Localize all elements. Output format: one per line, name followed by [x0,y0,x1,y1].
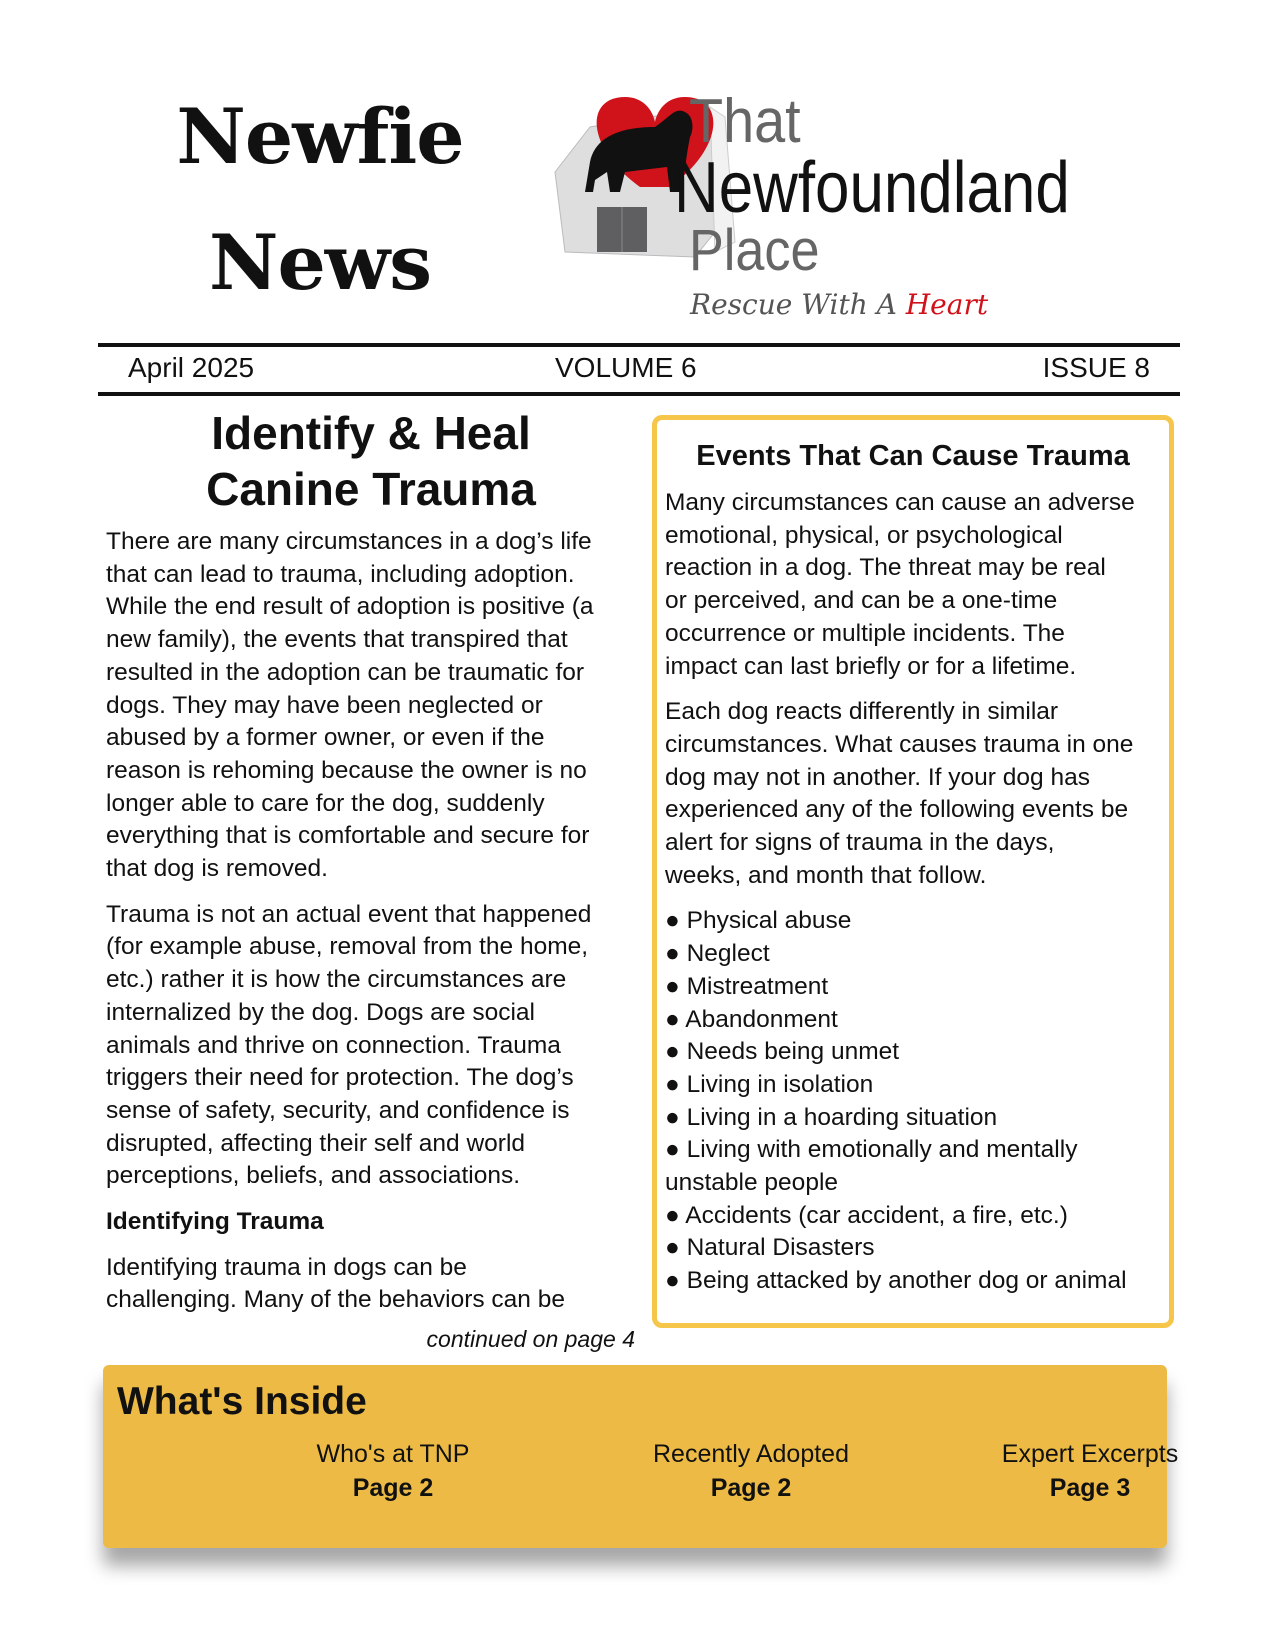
inside-item-label: Recently Adopted [653,1440,849,1468]
text-line: disrupted, affecting their self and world [106,1129,526,1157]
bullet-item [665,1036,1169,1069]
whats-inside-box [103,1365,1179,1548]
text-line: weeks, and month that follow. [665,861,987,889]
text-line: ● Natural Disasters [665,1234,875,1262]
text-line: ● Needs being unmet [665,1038,900,1066]
text-line: animals and thrive on connection. Trauma [106,1031,561,1059]
text-line: ● Being attacked by another dog or animal [665,1267,1127,1295]
text-line: ● Living with emotionally and mentally [665,1136,1078,1164]
sidebar-paragraph [665,487,1169,683]
bullet-item [665,905,1169,938]
article-body [106,526,636,1330]
inside-item-page: Page 2 [710,1474,792,1502]
sidebar-title: Events That Can Cause Trauma [696,440,1130,472]
text-line: etc.) rather it is how the circumstances are [106,966,567,994]
inside-item[interactable] [940,1437,1240,1505]
logo-tagline: Rescue With A [690,288,906,321]
text-line: occurrence or multiple incidents. The [665,619,1065,647]
that-newfoundland-place-logo [545,92,1175,327]
inside-item-label: Expert Excerpts [1001,1440,1179,1468]
text-line: ● Living in a hoarding situation [665,1103,998,1131]
text-line: perceptions, beliefs, and associations. [106,1162,521,1190]
text-line: that can lead to trauma, including adoption. [106,560,575,588]
text-line: that dog is removed. [106,855,328,883]
bottom-rule [98,392,1180,396]
text-line: Each dog reacts differently in similar [665,698,1059,726]
bullet-item [665,1200,1169,1233]
article-paragraph [106,899,636,1193]
text-line: reaction in a dog. The threat may be real [665,554,1106,582]
text-line: ● Mistreatment [665,972,829,1000]
text-line: dogs. They may have been neglected or [106,691,543,719]
text-line: internalized by the dog. Dogs are social [106,998,536,1026]
masthead-news: News [208,218,432,307]
bullet-item [665,938,1169,971]
text-line: challenging. Many of the behaviors can be [106,1286,565,1314]
text-line: While the end result of adoption is positive (a [106,593,594,621]
text-line: unstable people [665,1169,839,1197]
whats-inside-title: What's Inside [117,1380,367,1423]
svg-text:Rescue With A Heart [689,288,989,321]
inside-item[interactable] [243,1437,543,1505]
continued-note: continued on page 4 [426,1326,635,1352]
text-line: sense of safety, security, and confidence is [106,1096,570,1124]
text-line: ● Physical abuse [665,907,852,935]
bullet-item [665,1004,1169,1037]
text-line: Trauma is not an actual event that happened [106,900,592,928]
bullet-item [665,1134,1169,1199]
bullet-item [665,971,1169,1004]
bullet-item [665,1102,1169,1135]
inside-item-label: Who's at TNP [316,1440,470,1468]
text-line: abused by a former owner, or even if the [106,724,545,752]
top-rule [98,343,1180,347]
text-line: alert for signs of trauma in the days, [665,829,1055,857]
text-line: ● Living in isolation [665,1070,874,1098]
inside-item-page: Page 2 [352,1474,434,1502]
logo-tagline-heart: Heart [905,288,989,321]
article-title [106,405,636,517]
title-line: Canine Trauma [206,463,536,515]
text-line: or perceived, and can be a one-time [665,587,1058,615]
text-line: Identifying trauma in dogs can be [106,1253,467,1281]
logo-place: Place [689,217,820,283]
text-line: triggers their need for protection. The dog’s [106,1064,574,1092]
trauma-events-sidebar [652,415,1174,1328]
inside-item-page: Page 3 [1049,1474,1131,1502]
inside-item[interactable] [601,1437,901,1505]
text-line: longer able to care for the dog, suddenly [106,789,545,817]
text-line: new family), the events that transpired that [106,626,568,654]
text-line: emotional, physical, or psychological [665,521,1063,549]
volume-label: VOLUME 6 [555,352,697,383]
masthead-newfie: Newfie [176,92,464,181]
text-line: There are many circumstances in a dog’s life [106,528,592,555]
sidebar-paragraph [665,696,1169,892]
subheading-identifying-trauma: Identifying Trauma [106,1208,324,1236]
text-line: circumstances. What causes trauma in one [665,730,1134,758]
bullet-item [665,1069,1169,1102]
logo-newfoundland: Newfoundland [674,147,1070,229]
text-line: ● Neglect [665,940,770,968]
issue-date: April 2025 [128,352,255,383]
text-line: ● Abandonment [665,1005,838,1033]
issue-label: ISSUE 8 [1042,352,1150,383]
text-line: resulted in the adoption can be traumatic for [106,658,585,686]
text-line: ● Accidents (car accident, a fire, etc.) [665,1201,1068,1229]
text-line: impact can last briefly or for a lifetime. [665,652,1077,680]
logo-that: That [689,92,801,156]
text-line: (for example abuse, removal from the home, [106,933,589,961]
text-line: dog may not in another. If your dog has [665,763,1090,791]
article-paragraph [106,1252,636,1317]
text-line: everything that is comfortable and secure for [106,822,590,850]
text-line: experienced any of the following events be [665,796,1129,824]
text-line: reason is rehoming because the owner is no [106,756,587,784]
text-line: Many circumstances can cause an adverse [665,489,1135,516]
title-line: Identify & Heal [211,407,531,459]
bullet-item [665,1265,1169,1298]
article-paragraph [106,526,636,886]
bullet-item [665,1232,1169,1265]
